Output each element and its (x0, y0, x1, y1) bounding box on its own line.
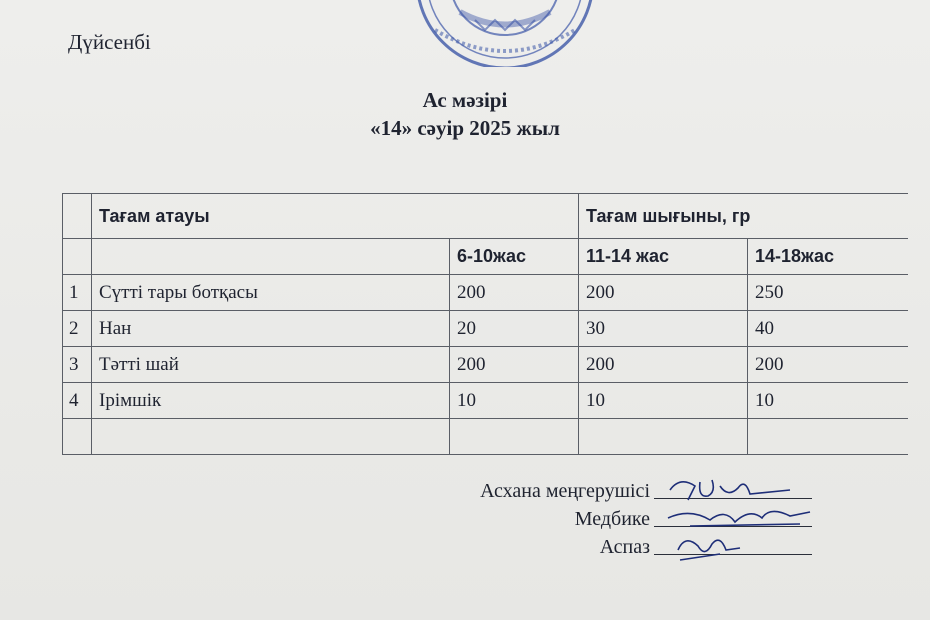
menu-date: «14» сәуір 2025 жыл (370, 116, 560, 140)
food-name: Нан (92, 311, 450, 347)
table-subheader-name (92, 239, 450, 275)
amount-11-14: 200 (579, 347, 748, 383)
handwritten-signatures (650, 468, 820, 578)
table-row (63, 275, 909, 311)
food-name: Сүтті тары ботқасы (92, 275, 450, 311)
table-row (63, 383, 909, 419)
table-header-row (63, 194, 909, 239)
table-header-food-name: Тағам атауы (92, 194, 579, 239)
empty-cell (450, 419, 579, 455)
amount-14-18: 10 (748, 383, 909, 419)
menu-table (62, 193, 908, 455)
amount-11-14: 30 (579, 311, 748, 347)
table-subheader-num (63, 239, 92, 275)
empty-cell (748, 419, 909, 455)
table-row (63, 311, 909, 347)
table-row (63, 347, 909, 383)
amount-14-18: 250 (748, 275, 909, 311)
empty-cell (63, 419, 92, 455)
empty-cell (92, 419, 450, 455)
row-number: 2 (63, 311, 92, 347)
amount-14-18: 200 (748, 347, 909, 383)
amount-6-10: 20 (450, 311, 579, 347)
age-group-6-10: 6-10жас (450, 239, 579, 275)
amount-11-14: 10 (579, 383, 748, 419)
table-header-num (63, 194, 92, 239)
signature-label: Асхана меңгерушісі (480, 480, 650, 502)
row-number: 3 (63, 347, 92, 383)
amount-11-14: 200 (579, 275, 748, 311)
food-name: Ірімшік (92, 383, 450, 419)
food-name: Тәтті шай (92, 347, 450, 383)
amount-6-10: 10 (450, 383, 579, 419)
age-group-14-18: 14-18жас (748, 239, 909, 275)
age-group-11-14: 11-14 жас (579, 239, 748, 275)
amount-6-10: 200 (450, 275, 579, 311)
weekday-label: Дүйсенбі (68, 30, 151, 54)
amount-6-10: 200 (450, 347, 579, 383)
table-row-empty (63, 419, 909, 455)
row-number: 1 (63, 275, 92, 311)
table-subheader-row (63, 239, 909, 275)
stamp-seal (405, 0, 605, 67)
signature-label: Аспаз (599, 536, 650, 558)
amount-14-18: 40 (748, 311, 909, 347)
table-header-consumption: Тағам шығыны, гр (579, 194, 909, 239)
signature-label: Медбике (574, 508, 650, 530)
row-number: 4 (63, 383, 92, 419)
menu-title: Ас мәзірі (422, 88, 508, 112)
empty-cell (579, 419, 748, 455)
